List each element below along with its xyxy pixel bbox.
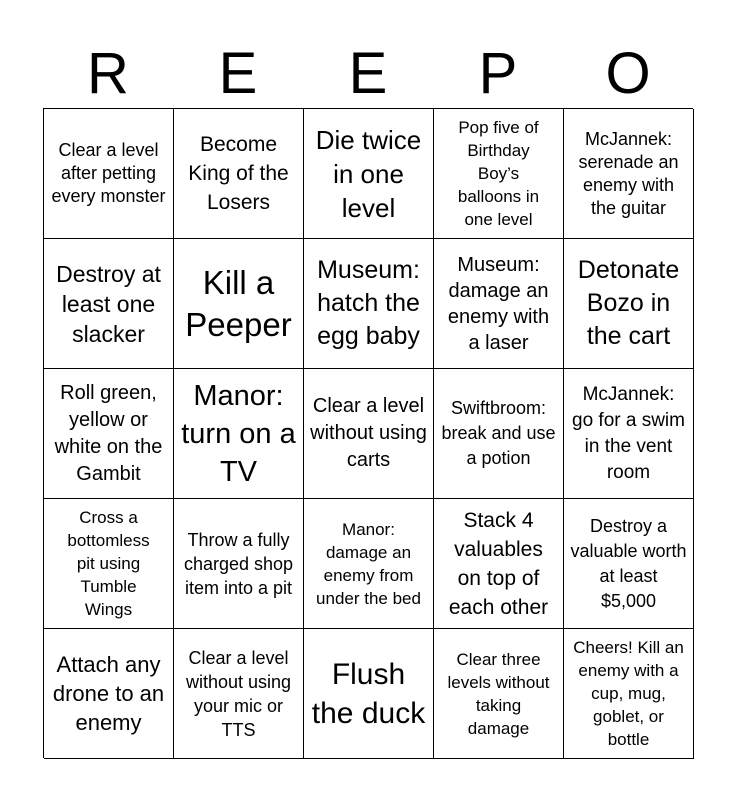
bingo-cell-r5c5[interactable] [564, 629, 694, 759]
bingo-cell-r4c4[interactable] [434, 499, 564, 629]
bingo-cell-r3c2[interactable] [174, 369, 304, 499]
header-letter-e2: E [348, 41, 388, 106]
bingo-cell-r1c4[interactable] [434, 109, 564, 239]
bingo-cell-text: Clear a level after petting every monster [51, 140, 166, 206]
bingo-cell-text: Clear a level without using your mic or TTS [185, 647, 292, 740]
bingo-cell-text: Detonate Bozo in the cart [577, 256, 680, 350]
bingo-cell-text: Stack 4 valuables on top of each other [448, 508, 549, 619]
bingo-cell-r1c5[interactable] [564, 109, 694, 239]
bingo-cell-r4c1[interactable] [44, 499, 174, 629]
bingo-header [43, 40, 693, 108]
bingo-cell-r3c3[interactable] [304, 369, 434, 499]
bingo-cell-text: Cheers! Kill an enemy with a cup, mug, goblet, or bottle [573, 638, 684, 749]
bingo-cell-r5c3[interactable] [304, 629, 434, 759]
bingo-cell-text: Clear three levels without taking damage [447, 649, 550, 738]
bingo-cell-r5c2[interactable] [174, 629, 304, 759]
bingo-cell-r5c4[interactable] [434, 629, 564, 759]
header-letter-p: P [478, 41, 518, 106]
bingo-cell-r5c1[interactable] [44, 629, 174, 759]
bingo-cell-text: Kill a Peeper [185, 263, 292, 343]
bingo-cell-text: Throw a fully charged shop item into a pit [183, 529, 294, 598]
bingo-cell-text: Flush the duck [311, 657, 426, 730]
bingo-board [43, 108, 693, 758]
bingo-cell-r2c2[interactable] [174, 239, 304, 369]
bingo-cell-text: Pop five of Birthday Boy’s balloons in one level [457, 118, 540, 229]
header-letter-r: R [87, 41, 129, 106]
bingo-cell-text: Museum: hatch the egg baby [317, 256, 420, 350]
bingo-cell-text: Swiftbroom: break and use a potion [441, 398, 556, 468]
bingo-cell-r3c4[interactable] [434, 369, 564, 499]
bingo-cell-text: McJannek: serenade an enemy with the guitar [578, 128, 679, 218]
bingo-cell-r2c5[interactable] [564, 239, 694, 369]
bingo-cell-text: Become King of the Losers [188, 133, 289, 214]
bingo-cell-r2c4[interactable] [434, 239, 564, 369]
bingo-cell-r2c1[interactable] [44, 239, 174, 369]
header-letter-e1: E [218, 41, 258, 106]
bingo-cell-text: Cross a bottomless pit using Tumble Wings [67, 508, 150, 619]
bingo-cell-text: Roll green, yellow or white on the Gambit [54, 381, 163, 485]
bingo-cell-r3c1[interactable] [44, 369, 174, 499]
bingo-cell-r1c1[interactable] [44, 109, 174, 239]
bingo-cell-text: McJannek: go for a swim in the vent room [572, 383, 685, 483]
bingo-cell-text: Destroy a valuable worth at least $5,000 [570, 515, 687, 611]
bingo-cell-r1c3[interactable] [304, 109, 434, 239]
bingo-cell-r4c3[interactable] [304, 499, 434, 629]
bingo-cell-text: Museum: damage an enemy with a laser [447, 253, 550, 354]
bingo-cell-text: Manor: damage an enemy from under the bed [316, 519, 421, 608]
bingo-cell-text: Destroy at least one slacker [56, 260, 161, 347]
header-letter-o: O [605, 41, 651, 106]
bingo-cell-r4c2[interactable] [174, 499, 304, 629]
bingo-cell-text: Manor: turn on a TV [181, 379, 296, 488]
bingo-cell-text: Die twice in one level [315, 124, 422, 223]
bingo-cell-text: Clear a level without using carts [310, 395, 427, 471]
bingo-cell-r4c5[interactable] [564, 499, 694, 629]
bingo-cell-r1c2[interactable] [174, 109, 304, 239]
bingo-cell-r2c3[interactable] [304, 239, 434, 369]
bingo-cell-r3c5[interactable] [564, 369, 694, 499]
bingo-cell-text: Attach any drone to an enemy [52, 652, 165, 735]
